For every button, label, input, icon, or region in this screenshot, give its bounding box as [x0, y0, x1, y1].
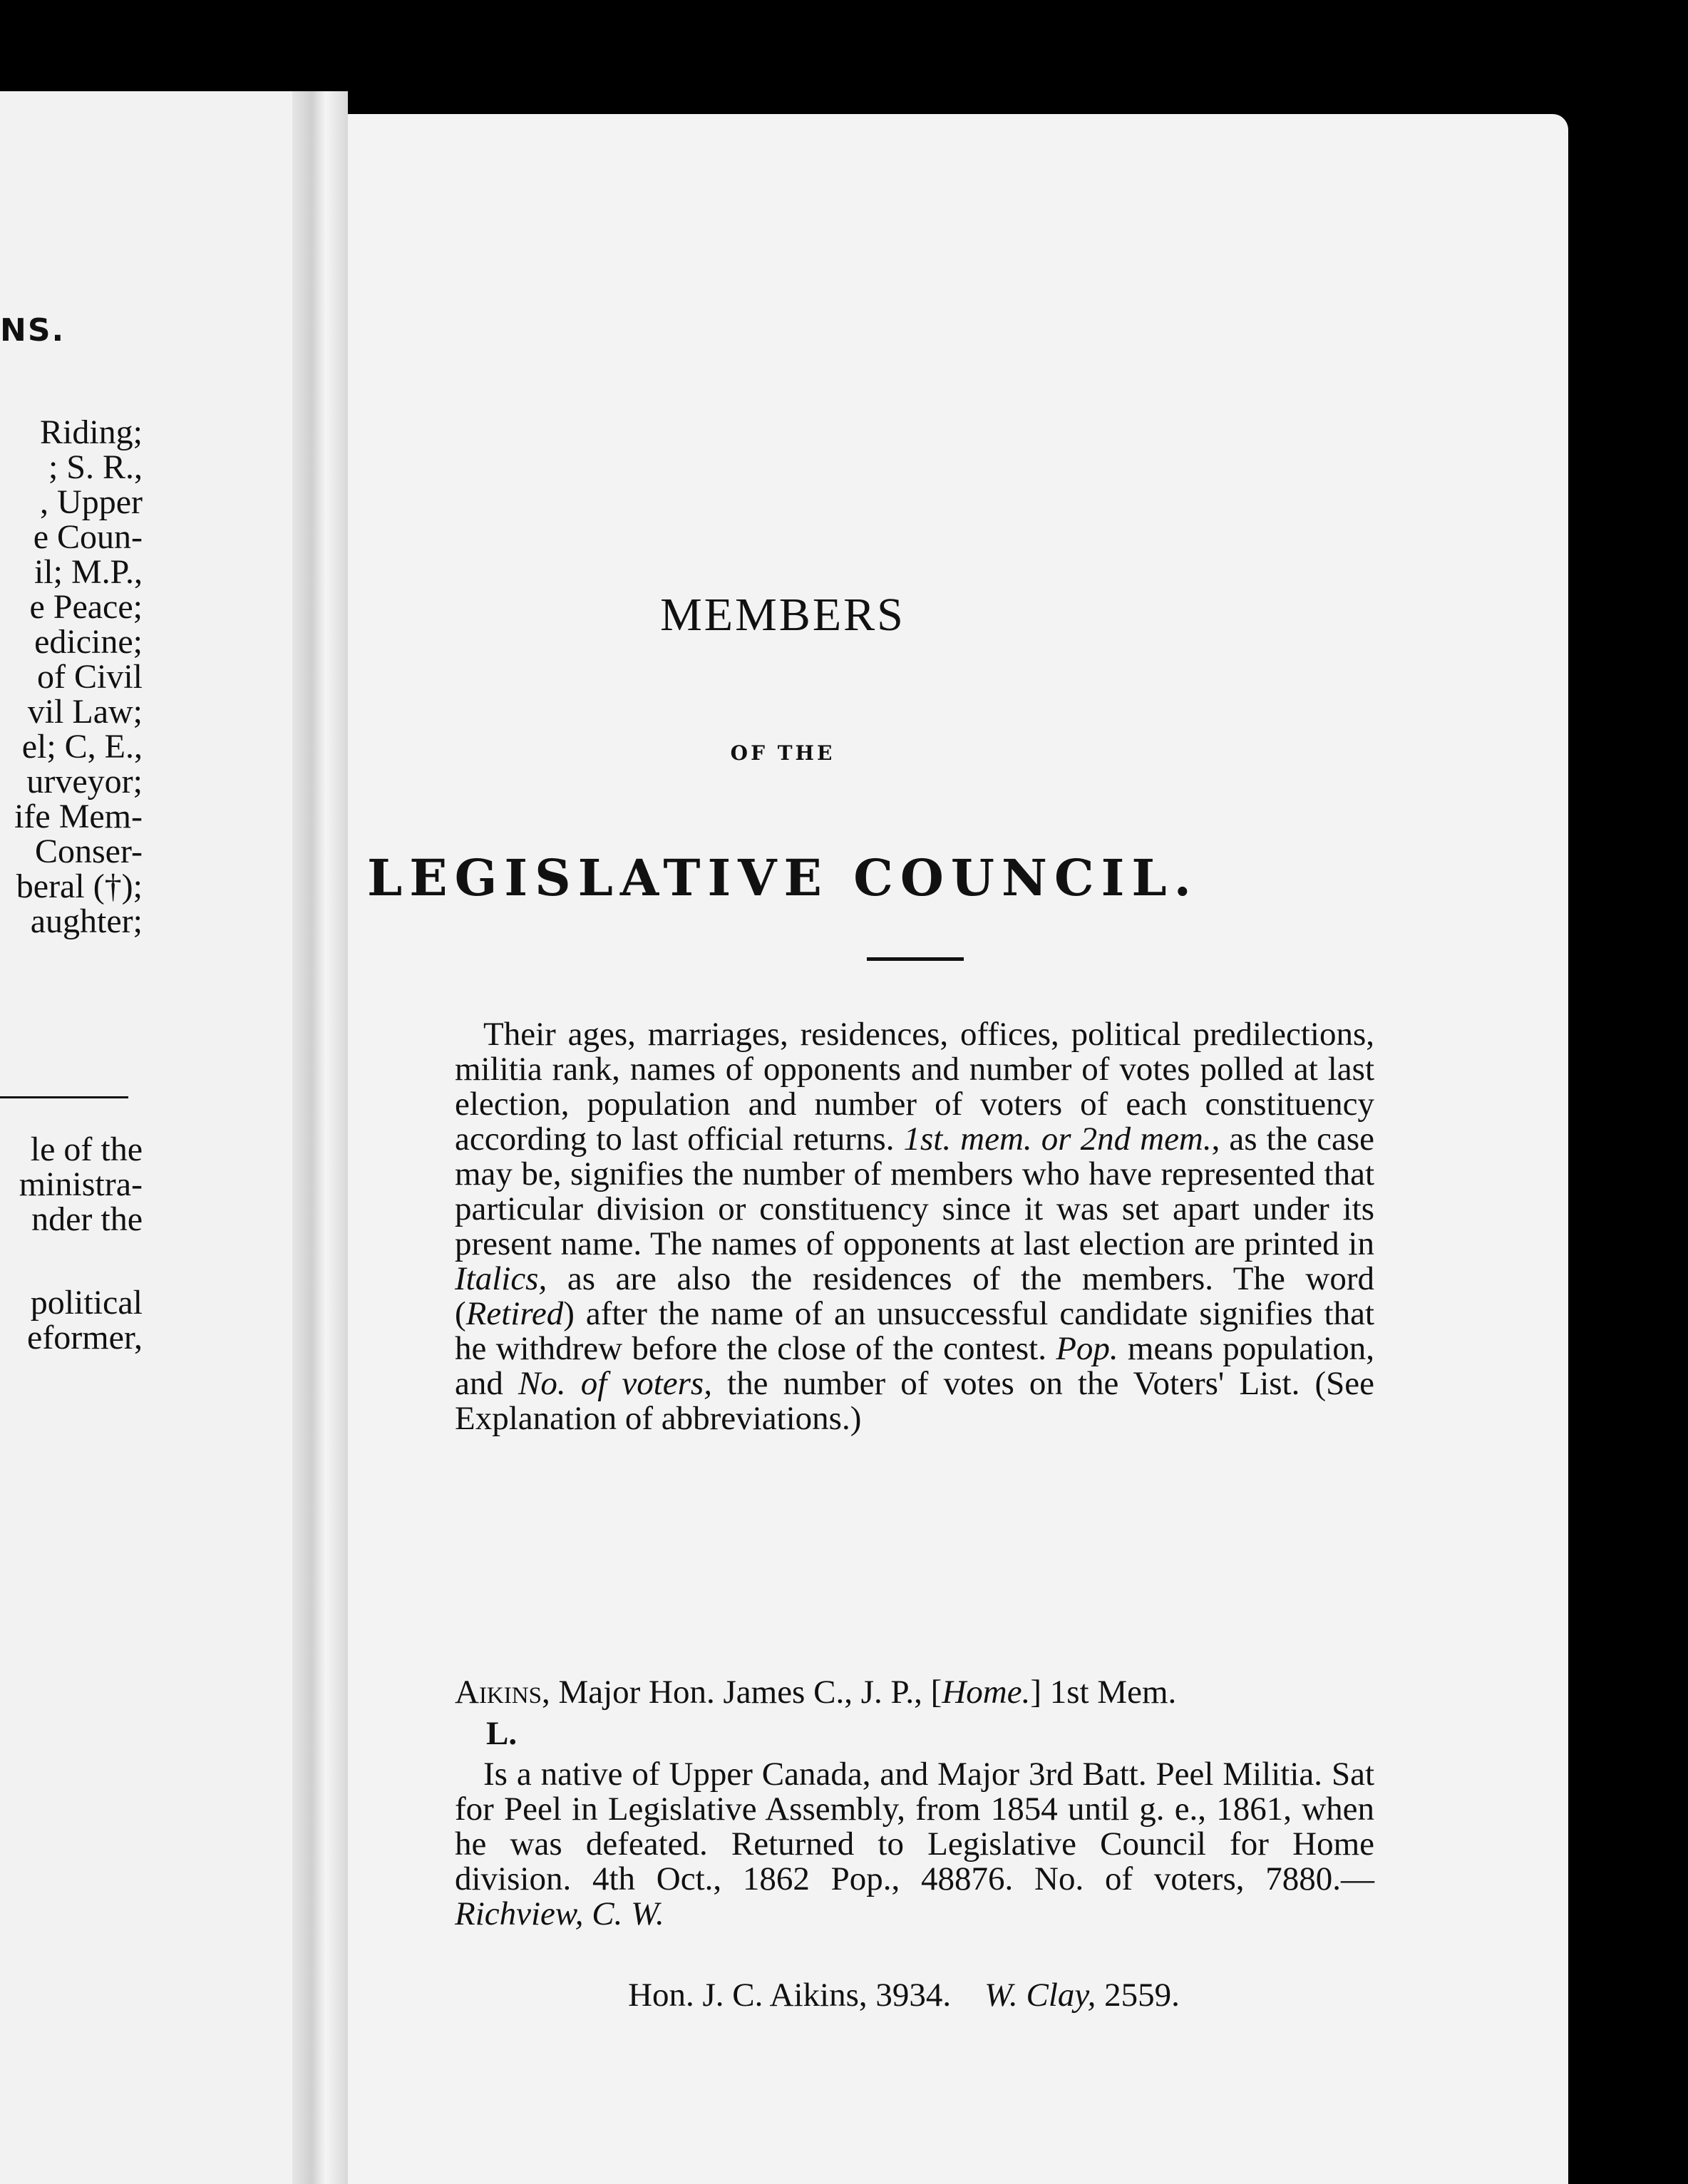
member-division: Home.: [942, 1674, 1031, 1711]
left-page-line: aughter;: [30, 902, 143, 940]
left-page-line: edicine;: [34, 623, 143, 661]
intro-italic: Pop.: [1056, 1330, 1118, 1367]
left-page-line: vil Law;: [27, 693, 143, 731]
left-page-line: e Coun-: [33, 518, 143, 556]
intro-italic: 1st. mem. or 2nd mem.: [903, 1121, 1212, 1158]
left-page-line: Riding;: [39, 413, 143, 451]
intro-text: means population, and: [455, 1330, 1374, 1402]
left-page-text-block-2: [19, 1132, 143, 1237]
left-page-line: , Upper: [40, 483, 143, 521]
left-page-heading: NS.: [0, 312, 66, 349]
intro-italic: Italics,: [455, 1260, 547, 1297]
result-opponent: W. Clay,: [984, 1977, 1096, 2014]
member-name: , Major Hon. James C., J. P., [: [541, 1674, 942, 1711]
left-page-text-block: [14, 415, 143, 939]
election-result: [348, 1976, 1460, 2014]
intro-italic: No. of voters,: [518, 1365, 712, 1402]
page-heading: LEGISLATIVE COUNCIL.: [367, 848, 1198, 907]
left-page-line: urveyor;: [26, 763, 143, 800]
left-page-line: of Civil: [36, 658, 143, 696]
left-page-line: nder the: [31, 1200, 143, 1238]
intro-text: ) after the name of an unsuccessful candidate signifies that he withdrew before the close of the contest.: [455, 1295, 1374, 1367]
left-page-divider: [0, 1096, 128, 1098]
left-page-line: ; S. R.,: [48, 448, 143, 486]
intro-text: the number of votes on the Voters' List. (See Explanation of abbreviations.): [455, 1365, 1374, 1437]
intro-text: , as the case may be, signifies the number of members who have represented that particular division or constituency since it was set apart under its present name. The names of opponents at last election are printed in: [455, 1121, 1374, 1262]
left-page-line: ministra-: [19, 1165, 143, 1203]
page-subtitle: OF THE: [730, 741, 835, 765]
member-entry-heading: [455, 1672, 1406, 1754]
bio-text: Is a native of Upper Canada, and Major 3rd Batt. Peel Militia. Sat for Peel in Legislative Assembly, from 1854 until g. e., 1861, when he was defeated. Returned to Legislative Council for Home division. 4th Oct., 1862 Pop., 48876. No. of voters, 7880.—: [455, 1756, 1374, 1897]
right-page: [348, 114, 1568, 2184]
result-winner: Hon. J. C. Aikins, 3934.: [628, 1977, 952, 2014]
intro-italic: Retired: [465, 1295, 564, 1332]
page-title: MEMBERS: [660, 589, 905, 641]
left-page-line: political: [30, 1284, 143, 1322]
member-party: L.: [486, 1715, 518, 1752]
left-page-line: eformer,: [27, 1319, 143, 1356]
left-page-line: el; C, E.,: [21, 728, 143, 766]
left-page-line: e Peace;: [29, 588, 143, 626]
left-page-line: il; M.P.,: [34, 553, 143, 591]
member-surname: Aikins: [455, 1674, 542, 1711]
left-page: [0, 91, 319, 2184]
intro-paragraph: [455, 1017, 1374, 1436]
result-opponent-votes: 2559.: [1104, 1977, 1180, 2014]
left-page-line: beral (†);: [16, 867, 143, 905]
member-seat: ] 1st Mem.: [1030, 1674, 1177, 1711]
heading-divider: [867, 957, 964, 961]
bio-residence: Richview, C. W.: [455, 1895, 664, 1932]
member-biography: [455, 1757, 1374, 1932]
book-gutter: [292, 91, 348, 2184]
left-page-text-block-3: [27, 1285, 143, 1355]
intro-text: as are also the residences of the members. The word (: [455, 1260, 1374, 1332]
left-page-line: le of the: [30, 1130, 143, 1168]
left-page-line: Conser-: [34, 833, 143, 870]
left-page-line: ife Mem-: [14, 798, 143, 835]
intro-text: Their ages, marriages, residences, offices, political predilections, militia rank, names of opponents and number of votes polled at last election, population and number of voters of each constituency according to last official returns.: [455, 1016, 1374, 1158]
